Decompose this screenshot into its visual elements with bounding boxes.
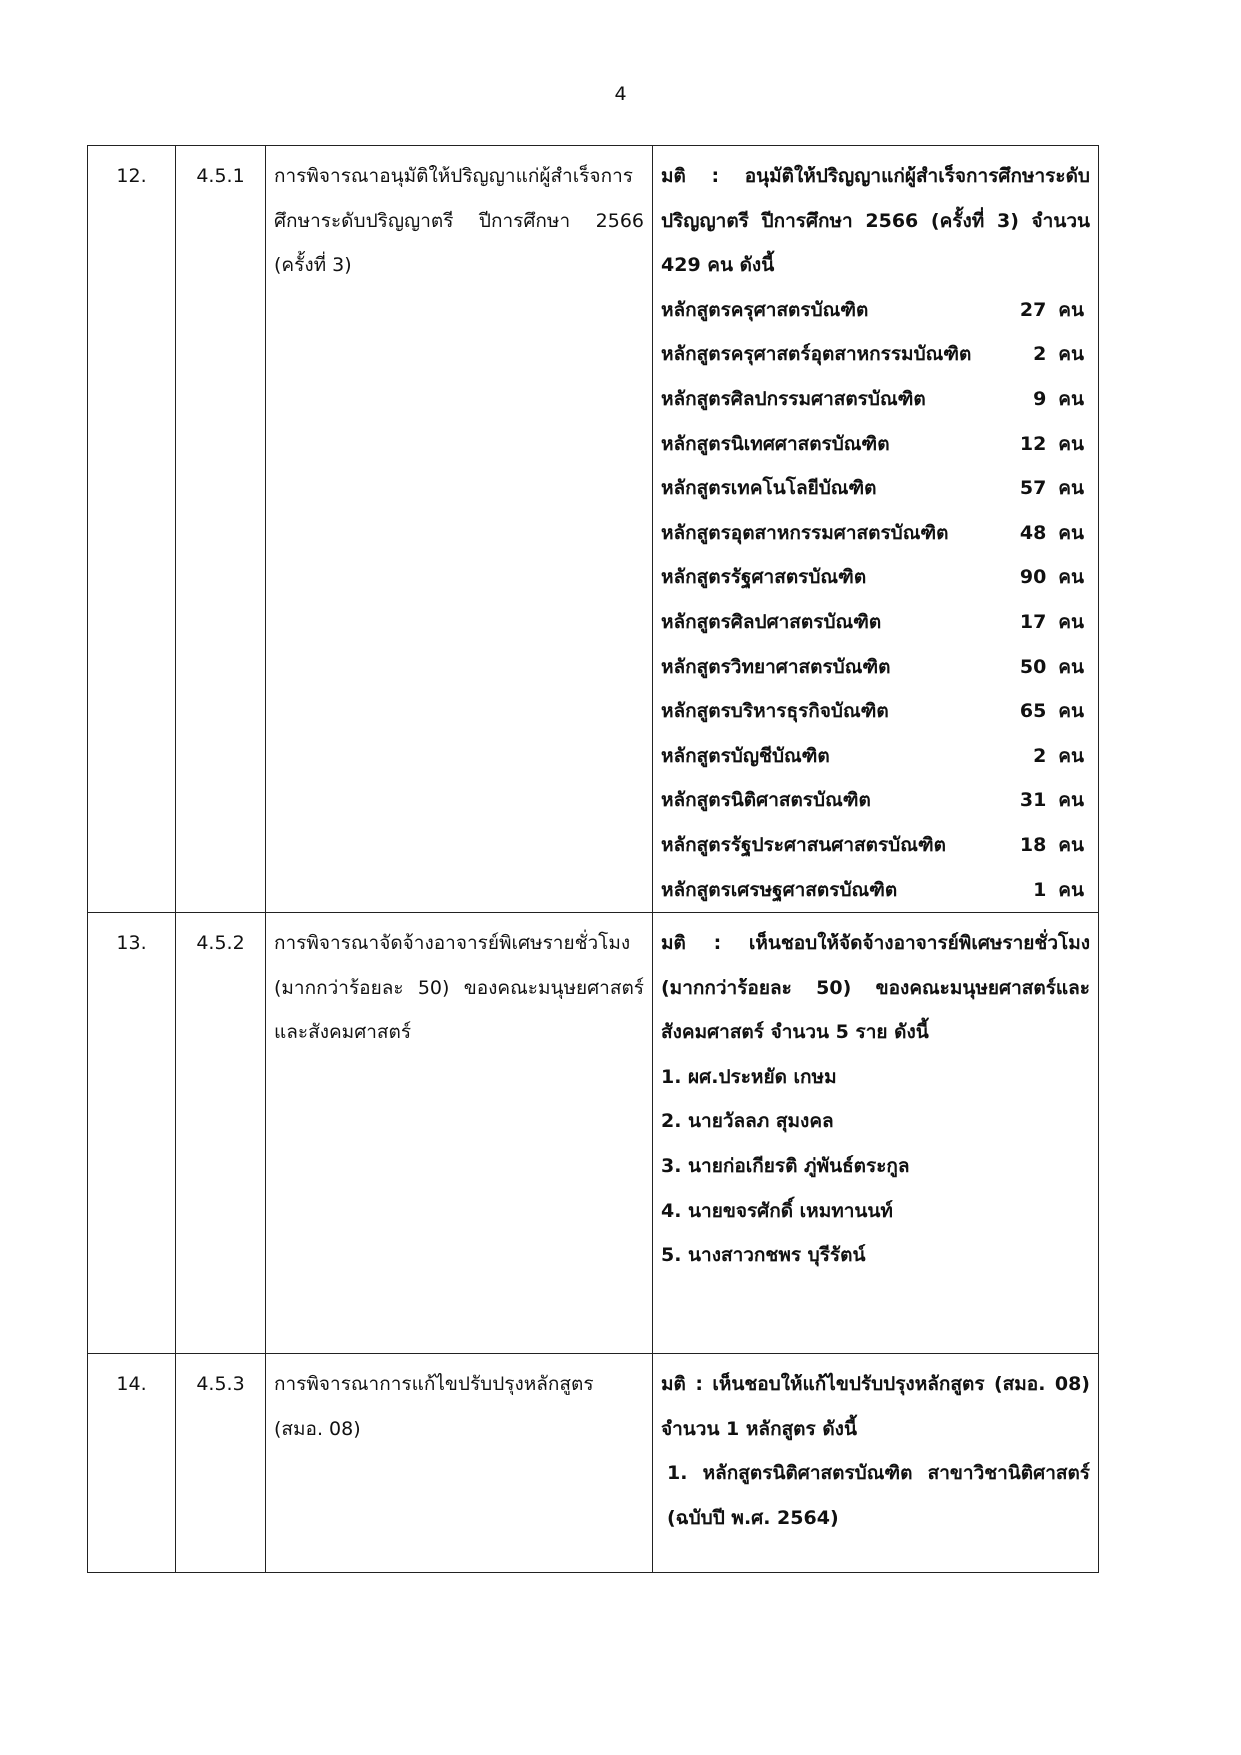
list-item [661,823,1090,868]
list-item [661,288,1090,333]
graduate-count: 31 [1019,789,1047,812]
list-item [661,778,1090,823]
row-number: 14. [88,1354,176,1573]
resolution-text: มติ : อนุมัติให้ปริญญาแก่ผู้สำเร็จการศึกษาระดับปริญญาตรี ปีการศึกษา 2566 (ครั้งที่ 3) จำนวน 429 คน ดังนี้ [661,165,1090,277]
resolution-cell [653,146,1099,913]
graduate-count: 57 [1019,477,1047,500]
resolution-cell [653,1354,1099,1573]
graduate-count: 12 [1019,432,1047,455]
list-item [661,511,1090,556]
resolution-text: มติ : เห็นชอบให้จัดจ้างอาจารย์พิเศษรายชั่วโมง (มากกว่าร้อยละ 50) ของคณะมนุษยศาสตร์และสังคมศาสตร์ จำนวน 5 ราย ดังนี้ [661,932,1090,1044]
graduate-count: 50 [1019,655,1047,678]
program-name: หลักสูตรนิติศาสตรบัณฑิต [661,789,871,812]
count-unit: คน [1058,744,1084,767]
graduate-count: 48 [1019,521,1047,544]
agenda-number: 4.5.3 [176,1354,266,1573]
program-name: หลักสูตรครุศาสตร์อุตสาหกรรมบัณฑิต [661,343,972,366]
row-number: 12. [88,146,176,913]
graduate-count: 2 [1033,343,1047,366]
agenda-number: 4.5.1 [176,146,266,913]
program-name: หลักสูตรรัฐศาสตรบัณฑิต [661,566,867,589]
count-unit: คน [1058,298,1084,321]
agenda-subject: การพิจารณาจัดจ้างอาจารย์พิเศษรายชั่วโมง (มากกว่าร้อยละ 50) ของคณะมนุษยศาสตร์และสังคมศาสตร์ [266,913,653,1354]
count-unit: คน [1058,387,1084,410]
program-name: หลักสูตรเทคโนโลยีบัณฑิต [661,477,877,500]
list-item: 1. หลักสูตรนิติศาสตรบัณฑิต สาขาวิชานิติศาสตร์ (ฉบับปี พ.ศ. 2564) [667,1462,1090,1529]
program-name: หลักสูตรรัฐประศาสนศาสตรบัณฑิต [661,833,946,856]
program-name: หลักสูตรอุตสาหกรรมศาสตรบัณฑิต [661,521,949,544]
list-item [661,600,1090,645]
count-unit: คน [1058,610,1084,633]
list-item [661,555,1090,600]
list-item: 1. ผศ.ประหยัด เกษม [661,1065,837,1088]
graduate-count: 27 [1019,298,1047,321]
list-item: 4. นายขจรศักดิ์ เหมทานนท์ [661,1199,893,1222]
count-unit: คน [1058,521,1084,544]
table-row [88,913,1099,1354]
count-unit: คน [1058,789,1084,812]
graduate-count: 18 [1019,833,1047,856]
count-unit: คน [1058,655,1084,678]
count-unit: คน [1058,700,1084,723]
list-item: 2. นายวัลลภ สุมงคล [661,1110,834,1133]
table-row [88,1354,1099,1573]
program-name: หลักสูตรนิเทศศาสตรบัณฑิต [661,432,890,455]
list-item: 5. นางสาวกชพร บุรีรัตน์ [661,1244,866,1267]
graduate-count: 1 [1033,878,1047,901]
agenda-number: 4.5.2 [176,913,266,1354]
list-item [661,377,1090,422]
count-unit: คน [1058,343,1084,366]
list-item [661,689,1090,734]
program-list [661,288,1090,912]
resolution-text: มติ : เห็นชอบให้แก้ไขปรับปรุงหลักสูตร (สมอ. 08) จำนวน 1 หลักสูตร ดังนี้ [661,1373,1090,1440]
list-item [661,332,1090,377]
minutes-table [87,145,1099,1573]
list-item [661,868,1090,913]
page-number: 4 [614,83,627,105]
graduate-count: 2 [1033,744,1047,767]
list-item [661,645,1090,690]
count-unit: คน [1058,833,1084,856]
program-name: หลักสูตรบัญชีบัณฑิต [661,744,830,767]
graduate-count: 65 [1019,700,1047,723]
graduate-count: 90 [1019,566,1047,589]
graduate-count: 17 [1019,610,1047,633]
count-unit: คน [1058,566,1084,589]
graduate-count: 9 [1033,387,1047,410]
agenda-subject: การพิจารณาอนุมัติให้ปริญญาแก่ผู้สำเร็จการศึกษาระดับปริญญาตรี ปีการศึกษา 2566 (ครั้งที่ 3) [266,146,653,913]
agenda-subject: การพิจารณาการแก้ไขปรับปรุงหลักสูตร (สมอ. 08) [266,1354,653,1573]
lecturer-list [661,1055,1090,1278]
program-name: หลักสูตรศิลปกรรมศาสตรบัณฑิต [661,387,926,410]
count-unit: คน [1058,878,1084,901]
row-number: 13. [88,913,176,1354]
list-item [661,466,1090,511]
list-item [661,422,1090,467]
list-item [661,734,1090,779]
program-name: หลักสูตรวิทยาศาสตรบัณฑิต [661,655,891,678]
program-name: หลักสูตรบริหารธุรกิจบัณฑิต [661,700,889,723]
list-item: 3. นายก่อเกียรติ ภู่พันธ์ตระกูล [661,1155,910,1178]
program-name: หลักสูตรศิลปศาสตรบัณฑิต [661,610,882,633]
count-unit: คน [1058,477,1084,500]
program-name: หลักสูตรเศรษฐศาสตรบัณฑิต [661,878,898,901]
program-name: หลักสูตรครุศาสตรบัณฑิต [661,298,869,321]
count-unit: คน [1058,432,1084,455]
resolution-cell [653,913,1099,1354]
table-row [88,146,1099,913]
